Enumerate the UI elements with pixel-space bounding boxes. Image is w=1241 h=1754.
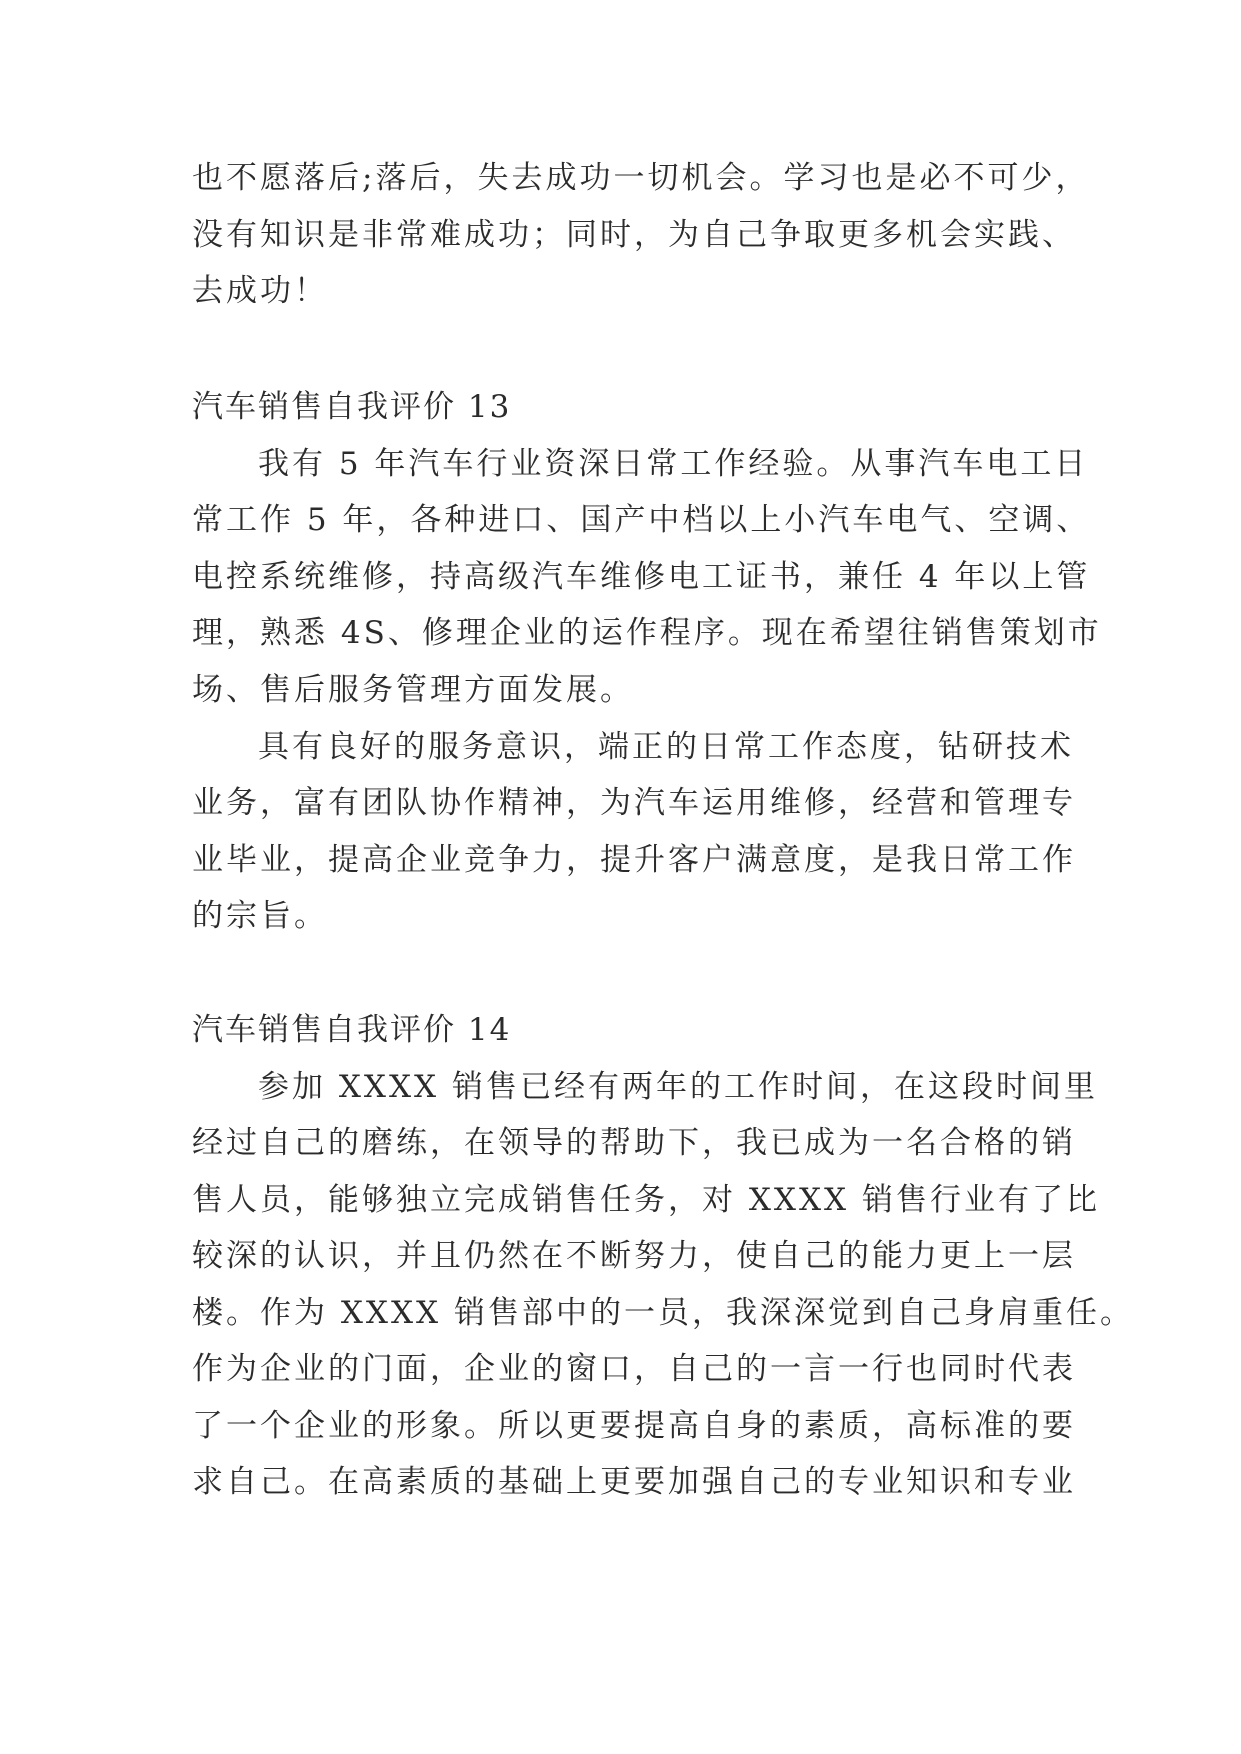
body-line: 作为企业的门面，企业的窗口，自己的一言一行也同时代表 — [192, 1351, 1076, 1387]
paragraph-first-line: 我有 5 年汽车行业资深日常工作经验。从事汽车电工日 — [258, 446, 1089, 482]
body-line: 较深的认识，并且仍然在不断努力，使自己的能力更上一层 — [192, 1238, 1076, 1274]
body-line: 常工作 5 年，各种进口、国产中档以上小汽车电气、空调、 — [192, 502, 1091, 538]
paragraph-first-line: 具有良好的服务意识，端正的日常工作态度，钻研技术 — [258, 729, 1074, 765]
body-line: 的宗旨。 — [192, 898, 328, 934]
body-line: 电控系统维修，持高级汽车维修电工证书，兼任 4 年以上管 — [192, 559, 1091, 595]
paragraph-first-line: 参加 XXXX 销售已经有两年的工作时间，在这段时间里 — [258, 1069, 1098, 1105]
body-line: 业毕业，提高企业竞争力，提升客户满意度，是我日常工作 — [192, 842, 1076, 878]
body-line: 业务，富有团队协作精神，为汽车运用维修，经营和管理专 — [192, 785, 1076, 821]
body-line: 理，熟悉 4S、修理企业的运作程序。现在希望往销售策划市 — [192, 615, 1102, 651]
section-heading: 汽车销售自我评价 14 — [192, 1012, 512, 1048]
body-line: 求自己。在高素质的基础上更要加强自己的专业知识和专业 — [192, 1464, 1076, 1500]
body-line: 楼。作为 XXXX 销售部中的一员，我深深觉到自己身肩重任。 — [192, 1295, 1134, 1331]
body-line: 也不愿落后;落后，失去成功一切机会。学习也是必不可少， — [192, 160, 1090, 196]
body-line: 没有知识是非常难成功；同时，为自己争取更多机会实践、 — [192, 217, 1076, 253]
body-line: 了一个企业的形象。所以更要提高自身的素质，高标准的要 — [192, 1408, 1076, 1444]
body-line: 售人员，能够独立完成销售任务，对 XXXX 销售行业有了比 — [192, 1182, 1100, 1218]
body-line: 去成功！ — [192, 273, 328, 309]
body-line: 经过自己的磨练，在领导的帮助下，我已成为一名合格的销 — [192, 1125, 1076, 1161]
body-line: 场、售后服务管理方面发展。 — [192, 672, 634, 708]
section-heading: 汽车销售自我评价 13 — [192, 389, 512, 425]
